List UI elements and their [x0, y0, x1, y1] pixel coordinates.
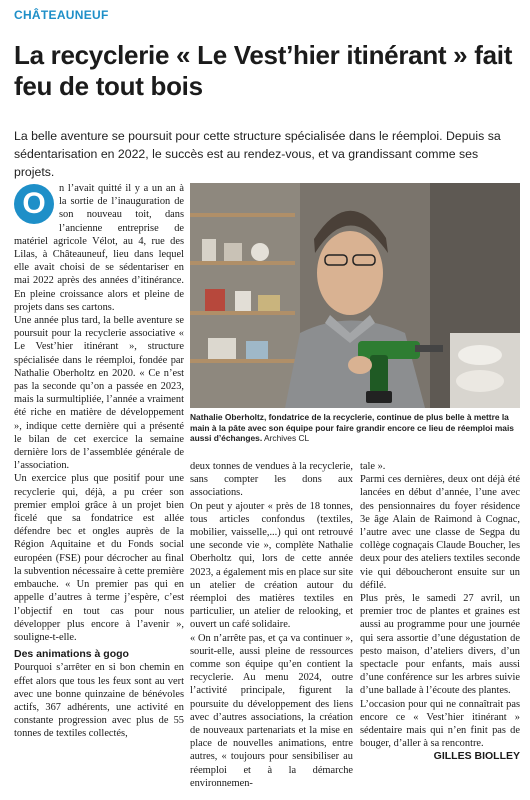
paragraph: n l’avait quitté il y a un an à la sortie de l’inauguration de son nouveau toit, dans l’ancienne entreprise de matériel agricole Vélot, au 4, rue des Lilas, à Châteauneuf, lieu dans lequel elle avait choisi de se sédentariser en mai 2022 après des années d’itinérance. En pleine croissance alors et pleine de projets dans ses cartons.: [14, 183, 184, 313]
photo-illustration: [190, 183, 520, 408]
article-photo: [190, 183, 520, 408]
paragraph: « On n’arrête pas, et ça va continuer », sourit-elle, aussi pleine de ressources comme son équipe qu’en contient la recyclerie. Au menu 2024, outre l’activité principale, figurent la poursuite du développement des liens avec d’autres associations, la création de nouveaux partenariats et la mise en place de nouvelles animations, entre autres, « toujours pour sensibiliser au réemploi et à la démarche environnemen-: [190, 632, 353, 789]
paragraph: L’occasion pour qui ne connaîtrait pas encore ce « Vest’hier itinérant » sédentaire mais qui n’en finit pas de bouger, d’aller à sa rencontre.: [360, 698, 520, 750]
paragraph: Un exercice plus que positif pour une recyclerie qui, déjà, a pu créer son premier emploi grâce à un projet bien ficelé que sa fondatrice est allée défendre bec et ongles auprès de la Région Aquitaine et du Fonds social européen (FSE) pour décrocher au final la subvention nécessaire à cette première embauche. « Un premier pas qui en appelle d’autres à terme j’espère, c’est l’objectif en tout cas pour nous développer plus encore à l’avenir », souligne-t-elle.: [14, 473, 184, 643]
paragraph: Pourquoi s’arrêter en si bon chemin en effet alors que tous les feux sont au vert avec une bonne quinzaine de bénévoles actifs, 367 adhérents, une activité en constante progression avec plus de 55 tonnes de textiles collectés,: [14, 662, 184, 740]
paragraph: Une année plus tard, la belle aventure se poursuit pour la recyclerie associative « Le Vest’hier itinérant », structure spécialisée dans le réemploi, fondée par Nathalie Oberholtz en 2020. « Ce n’est pas la seconde qu’on a passée en 2023, mais la surmultipliée, l’année a vraiment été riche en matière de développement », indique cette dernière qui a présenté le bilan de cet exercice la semaine dernière lors de l’assemblée générale de l’association.: [14, 315, 184, 472]
drop-cap: O: [14, 184, 54, 224]
caption-text: Nathalie Oberholtz, fondatrice de la recyclerie, continue de plus belle à mettre la main à la pâte avec son équipe pour faire grandir encore ce lieu de réemploi mais aussi d’échanges.: [190, 412, 514, 443]
author-signature: GILLES BIOLLEY: [433, 750, 520, 763]
paragraph: Parmi ces dernières, deux ont déjà été lancées en début d’année, l’une avec des pensionnaires du foyer résidence 3e âge Alain de Raimond à Cognac, l’autre avec une classe de Segpa du collège cognaçais Claude Boucher, les deux pour des ateliers textiles seconde vie qui déboucheront ensuite sur un défilé.: [360, 474, 520, 591]
paragraph: Plus près, le samedi 27 avril, un premier troc de plantes et graines est aussi au programme pour une journée qui sera assortie d’une dégustation de pesto maison, d’ateliers divers, d’un spectacle pour enfants, mais aussi d’une conférence sur les arbres suivie d’une ballade à l’écoute des plantes.: [360, 593, 520, 697]
lede: La belle aventure se poursuit pour cette structure spécialisée dans le réemploi. Depuis sa sédentarisation en 2022, le succès est au rendez-vous, et va grandissant comme ses projets.: [14, 129, 501, 179]
column-1: [14, 182, 184, 741]
paragraph: deux tonnes de vendues à la recyclerie, sans compter les dons aux associations.: [190, 461, 353, 499]
paragraph: tale ».: [360, 461, 386, 472]
paragraph: On peut y ajouter « près de 18 tonnes, tous articles confondus (textiles, mobilier, vaisselle,...) qui ont retrouvé une seconde vie », complète Nathalie Oberholtz qui, lors de cette année 2023, a également mis en place sur site un atelier de création autour du réemploi des matières textiles en particulier, un atelier de relooking, et ouvert un café solidaire.: [190, 500, 353, 631]
photo-credit: Archives CL: [264, 433, 310, 443]
column-2: [190, 460, 353, 790]
photo-caption: [190, 412, 520, 444]
headline: La recyclerie « Le Vest’hier itinérant » fait feu de tout bois: [14, 40, 513, 101]
subheading: Des animations à gogo: [14, 648, 129, 661]
column-3: [360, 460, 520, 764]
section-kicker: CHÂTEAUNEUF: [14, 8, 109, 22]
